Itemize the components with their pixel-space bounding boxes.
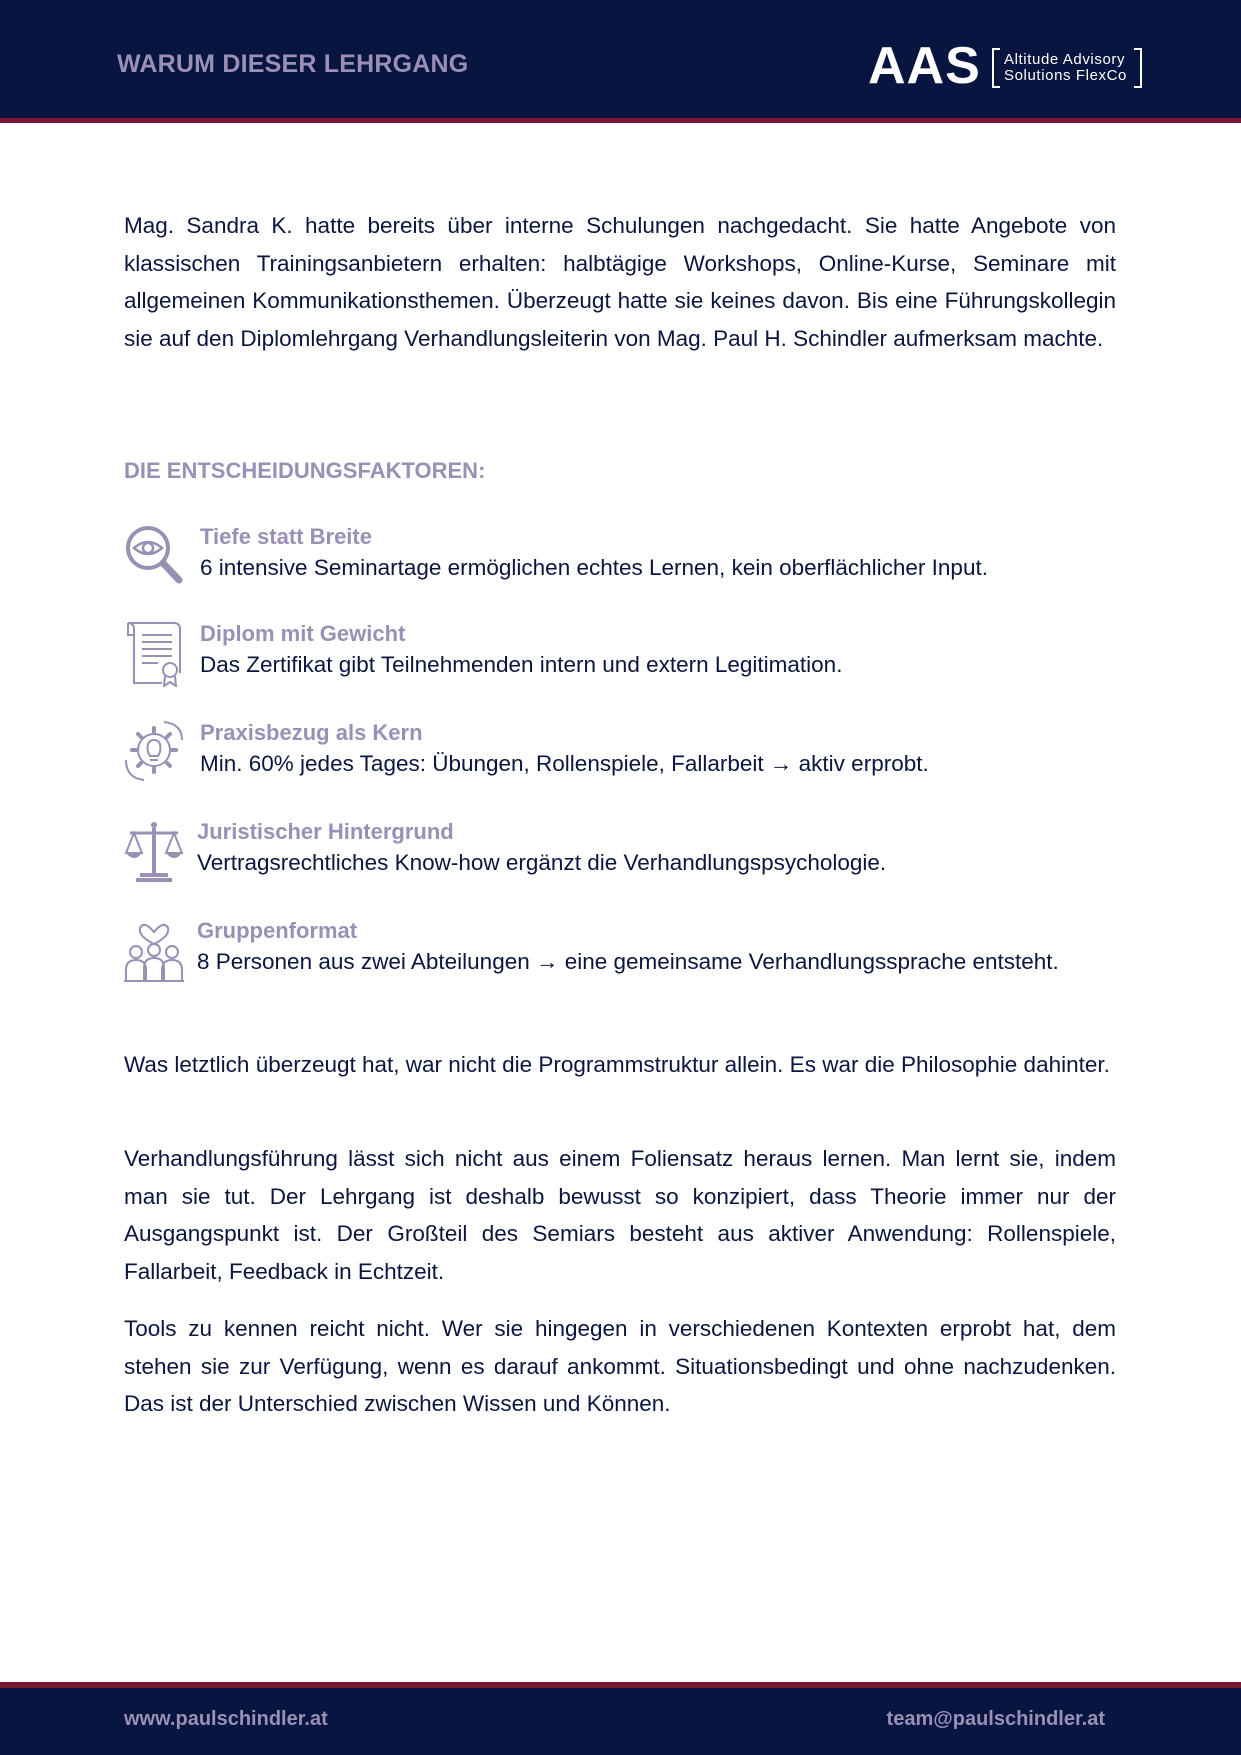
factor-title: Diplom mit Gewicht	[200, 621, 406, 646]
factor-item	[124, 819, 1124, 891]
factors-heading: DIE ENTSCHEIDUNGSFAKTOREN:	[124, 458, 486, 483]
group-people-icon	[124, 918, 184, 984]
scales-of-justice-icon	[124, 819, 184, 885]
factor-description: 8 Personen aus zwei Abteilungen → eine gemeinsame Verhandlungssprache entsteht.	[197, 949, 1059, 974]
factor-item	[124, 524, 1124, 596]
logo-wordmark	[992, 48, 1142, 88]
logo-mark: AAS	[868, 37, 981, 95]
factor-description: Vertragsrechtliches Know-how ergänzt die Verhandlungspsychologie.	[197, 850, 887, 875]
logo-line-1: Altitude Advisory	[1004, 51, 1126, 68]
factor-item	[124, 918, 1124, 990]
body-paragraph: Verhandlungsführung lässt sich nicht aus einem Foliensatz heraus lernen. Man lernt sie, indem man sie tut. Der Lehrgang ist deshalb bewusst so konzipiert, dass Theorie immer nur der Ausgangspunkt ist. Der Großteil des Semiars besteht aus aktiver Anwendung: Rollenspiele, Fallarbeit, Feedback in Echtzeit.	[124, 1146, 1116, 1284]
body-paragraph: Tools zu kennen reicht nicht. Wer sie hingegen in verschiedenen Kontexten erprobt hat, dem stehen sie zur Verfügung, wenn es darauf ankommt. Situationsbedingt und ohne nachzudenken. Das ist der Unterschied zwischen Wissen und Können.	[124, 1316, 1116, 1417]
logo-line-2: Solutions FlexCo	[1004, 67, 1127, 84]
factor-description: 6 intensive Seminartage ermöglichen echtes Lernen, kein oberflächlicher Input.	[200, 555, 988, 580]
gear-lightbulb-icon	[124, 720, 184, 786]
factor-description: Das Zertifikat gibt Teilnehmenden intern und extern Legitimation.	[200, 652, 843, 677]
magnifier-eye-icon	[124, 524, 184, 590]
factor-title: Juristischer Hintergrund	[197, 819, 454, 844]
logo-bracket-left	[992, 48, 1000, 88]
logo-bracket-right	[1134, 48, 1142, 88]
diploma-scroll-icon	[124, 621, 184, 687]
factor-item	[124, 621, 1124, 693]
factor-title: Praxisbezug als Kern	[200, 720, 423, 745]
factor-title: Gruppenformat	[197, 918, 358, 943]
footer-website-link[interactable]: www.paulschindler.at	[124, 1708, 328, 1730]
intro-paragraph: Mag. Sandra K. hatte bereits über interne Schulungen nachgedacht. Sie hatte Angebote von klassischen Trainingsanbietern erhalten: halbtägige Workshops, Online-Kurse, Seminare mit allgemeinen Kommunikationsthemen. Überzeugt hatte sie keines davon. Bis eine Führungskollegin sie auf den Diplomlehrgang Verhandlungsleiterin von Mag. Paul H. Schindler aufmerksam machte.	[124, 213, 1116, 351]
body-paragraph: Was letztlich überzeugt hat, war nicht die Programmstruktur allein. Es war die Philosophie dahinter.	[124, 1052, 1110, 1077]
page-title: WARUM DIESER LEHRGANG	[117, 50, 469, 78]
header-accent-stripe	[0, 118, 1241, 123]
factor-title: Tiefe statt Breite	[200, 524, 372, 549]
factor-item	[124, 720, 1124, 792]
footer-email-link[interactable]: team@paulschindler.at	[886, 1708, 1105, 1730]
factor-description: Min. 60% jedes Tages: Übungen, Rollenspiele, Fallarbeit → aktiv erprobt.	[200, 751, 929, 776]
